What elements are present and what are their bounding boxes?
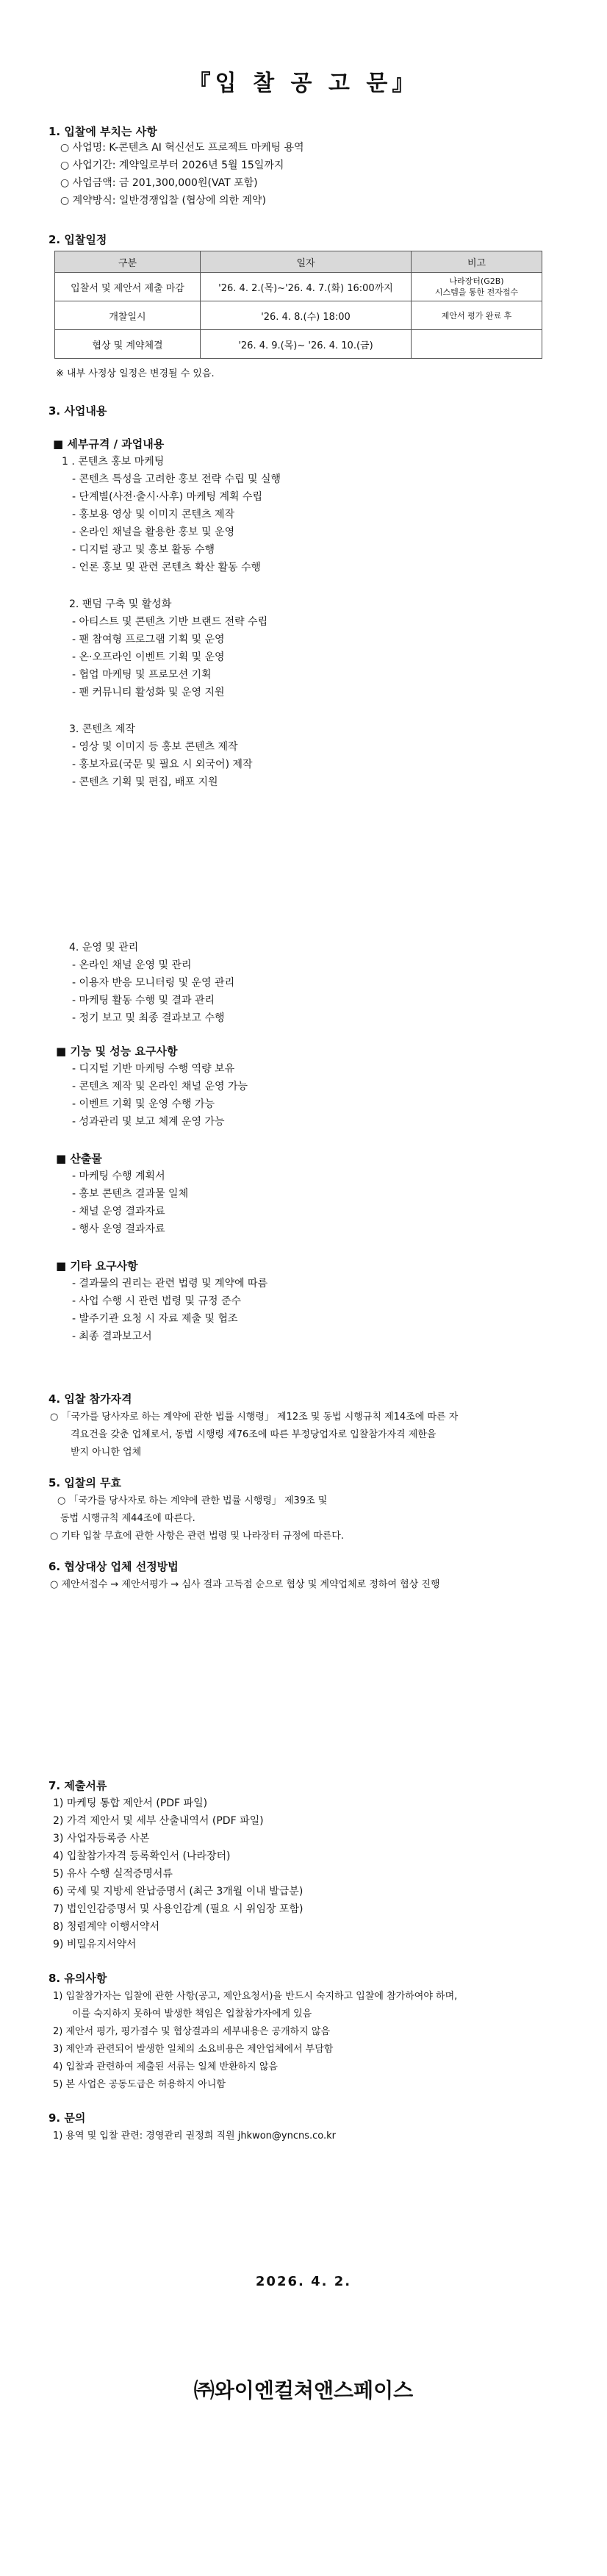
spec-heading: ■ 세부규격 / 과업내용 [53, 437, 165, 451]
section-7-heading: 7. 제출서류 [49, 1779, 107, 1792]
list-item: 6) 국세 및 지방세 완납증명서 (최근 3개월 이내 발급분) [53, 1886, 304, 1897]
invalid-line-1: ○ 「국가를 당사자로 하는 계약에 관한 법률 시행령」 제39조 및 [57, 1495, 328, 1506]
list-item: - 디지털 광고 및 홍보 활동 수행 [72, 544, 215, 556]
list-item: - 단계별(사전·출시·사후) 마케팅 계획 수립 [72, 491, 263, 503]
list-item: - 콘텐츠 제작 및 온라인 채널 운영 가능 [72, 1081, 248, 1092]
group-1-title: 1 . 콘텐츠 홍보 마케팅 [62, 456, 165, 468]
header-date: 일자 [201, 251, 412, 273]
selection-method: ○ 제안서접수 → 제안서평가 → 심사 결과 고득점 순으로 협상 및 계약업체로 정하여 협상 진행 [50, 1579, 440, 1590]
table-header-row [55, 251, 542, 273]
invalid-line-2: 동법 시행규칙 제44조에 따른다. [60, 1513, 195, 1524]
contract-method: ○ 계약방식: 일반경쟁입찰 (협상에 의한 계약) [60, 195, 267, 207]
list-item: - 정기 보고 및 최종 결과보고 수행 [72, 1012, 225, 1024]
list-item: - 채널 운영 결과자료 [72, 1206, 165, 1217]
list-item: - 온라인 채널 운영 및 관리 [72, 959, 192, 971]
list-item: 8) 청렴계약 이행서약서 [53, 1921, 159, 1933]
list-item: 4) 입찰과 관련하여 제출된 서류는 일체 반환하지 않음 [53, 2061, 278, 2072]
section-2-heading: 2. 입찰일정 [49, 233, 107, 246]
list-item: - 언론 홍보 및 관련 콘텐츠 확산 활동 수행 [72, 562, 262, 573]
list-item: - 발주기관 요청 시 자료 제출 및 협조 [72, 1313, 238, 1325]
row-1-remarks [412, 273, 542, 301]
row-1-date: '26. 4. 2.(목)~'26. 4. 7.(화) 16:00까지 [201, 273, 412, 301]
list-item: - 콘텐츠 특성을 고려한 홍보 전략 수립 및 실행 [72, 473, 281, 485]
row-3-date: '26. 4. 9.(목)~ '26. 4. 10.(금) [201, 330, 412, 359]
qualification-line-1: ○ 「국가를 당사자로 하는 계약에 관한 법률 시행령」 제12조 및 동법 시행규칙 제14조에 따른 자 [50, 1412, 459, 1423]
other-requirements-heading: ■ 기타 요구사항 [56, 1259, 138, 1273]
section-1-heading: 1. 입찰에 부치는 사항 [49, 125, 157, 138]
row-1-remarks-line-2: 시스템을 통한 전자접수 [434, 287, 519, 297]
list-item: - 온라인 채널을 활용한 홍보 및 운영 [72, 526, 235, 538]
company-name: ㈜와이엔컬쳐앤스페이스 [193, 2378, 414, 2403]
header-category: 구분 [55, 251, 201, 273]
list-item: 7) 법인인감증명서 및 사용인감계 (필요 시 위임장 포함) [53, 1903, 304, 1915]
project-amount: ○ 사업금액: 금 201,300,000원(VAT 포함) [60, 177, 258, 189]
section-5-heading: 5. 입찰의 무효 [49, 1476, 122, 1489]
list-item: - 홍보자료(국문 및 필요 시 외국어) 제작 [72, 759, 253, 770]
list-item: - 디지털 기반 마케팅 수행 역량 보유 [72, 1063, 235, 1075]
list-item: - 홍보용 영상 및 이미지 콘텐츠 제작 [72, 509, 235, 520]
list-item: 1) 입찰참가자는 입찰에 관한 사항(공고, 제안요청서)을 반드시 숙지하고 입찰에 참가하여야 하며, [53, 1991, 458, 2002]
list-item: - 성과관리 및 보고 체계 운영 가능 [72, 1116, 225, 1128]
section-9-heading: 9. 문의 [49, 2111, 86, 2125]
project-name: ○ 사업명: K-콘텐츠 AI 혁신선도 프로젝트 마케팅 용역 [60, 142, 304, 154]
row-2-remarks: 제안서 평가 완료 후 [412, 301, 542, 330]
list-item: - 마케팅 활동 수행 및 결과 관리 [72, 995, 215, 1006]
section-8-heading: 8. 유의사항 [49, 1972, 107, 1985]
list-item: - 이용자 반응 모니터링 및 운영 관리 [72, 977, 235, 989]
list-item: - 영상 및 이미지 등 홍보 콘텐츠 제작 [72, 741, 238, 753]
qualification-line-2: 격요건을 갖춘 업체로서, 동법 시행령 제76조에 따른 부정당업자로 입찰참가자격 제한을 [71, 1429, 437, 1440]
row-3-remarks [412, 330, 542, 359]
list-item: 2) 가격 제안서 및 세부 산출내역서 (PDF 파일) [53, 1815, 264, 1827]
list-item: 9) 비밀유지서약서 [53, 1939, 137, 1950]
table-row [55, 273, 542, 301]
list-item: - 아티스트 및 콘텐츠 기반 브랜드 전략 수립 [72, 616, 268, 628]
performance-heading: ■ 기능 및 성능 요구사항 [56, 1045, 178, 1058]
table-row [55, 301, 542, 330]
row-1-remarks-line-1: 나라장터(G2B) [449, 276, 504, 286]
row-1-category: 입찰서 및 제안서 제출 마감 [55, 273, 201, 301]
list-item: - 협업 마케팅 및 프로모션 기획 [72, 669, 212, 681]
list-item: - 팬 참여형 프로그램 기획 및 운영 [72, 634, 225, 645]
list-item: - 마케팅 수행 계획서 [72, 1170, 165, 1182]
list-item: 3) 사업자등록증 사본 [53, 1833, 150, 1845]
table-row [55, 330, 542, 359]
section-6-heading: 6. 협상대상 업체 선정방법 [49, 1560, 179, 1573]
header-remarks: 비고 [412, 251, 542, 273]
list-item: 5) 유사 수행 실적증명서류 [53, 1868, 173, 1880]
list-item: - 홍보 콘텐츠 결과물 일체 [72, 1188, 189, 1200]
row-3-category: 협상 및 계약체결 [55, 330, 201, 359]
list-item: - 콘텐츠 기획 및 편집, 배포 지원 [72, 776, 218, 788]
list-item: - 팬 커뮤니티 활성화 및 운영 지원 [72, 687, 225, 698]
list-item: - 결과물의 권리는 관련 법령 및 계약에 따름 [72, 1278, 268, 1289]
document-title: 『입 찰 공 고 문』 [188, 71, 419, 96]
list-item: - 사업 수행 시 관련 법령 및 규정 준수 [72, 1295, 241, 1307]
schedule-note: ※ 내부 사정상 일정은 변경될 수 있음. [56, 368, 215, 379]
deliverables-heading: ■ 산출물 [56, 1152, 102, 1165]
list-item: - 행사 운영 결과자료 [72, 1223, 165, 1235]
list-item: 4) 입찰참가자격 등록확인서 (나라장터) [53, 1850, 231, 1862]
list-item: 3) 제안과 관련되어 발생한 일체의 소요비용은 제안업체에서 부담함 [53, 2044, 334, 2055]
list-item: - 최종 결과보고서 [72, 1331, 152, 1342]
list-item: 2) 제안서 평가, 평가점수 및 협상결과의 세부내용은 공개하지 않음 [53, 2026, 331, 2037]
announcement-date: 2026. 4. 2. [255, 2274, 352, 2289]
list-item: - 온·오프라인 이벤트 기획 및 운영 [72, 651, 225, 663]
list-item: 이를 숙지하지 못하여 발생한 책임은 입찰참가자에게 있음 [72, 2008, 312, 2019]
list-item: - 이벤트 기획 및 운영 수행 가능 [72, 1098, 215, 1110]
row-2-date: '26. 4. 8.(수) 18:00 [201, 301, 412, 330]
group-4-title: 4. 운영 및 관리 [69, 942, 139, 954]
list-item: 1) 마케팅 통합 제안서 (PDF 파일) [53, 1797, 208, 1809]
group-2-title: 2. 팬덤 구축 및 활성화 [69, 598, 172, 610]
project-period: ○ 사업기간: 계약일로부터 2026년 5월 15일까지 [60, 160, 284, 171]
row-2-category: 개찰일시 [55, 301, 201, 330]
list-item: 5) 본 사업은 공동도급은 허용하지 아니함 [53, 2079, 226, 2090]
schedule-table [54, 251, 542, 359]
group-3-title: 3. 콘텐츠 제작 [69, 723, 135, 735]
invalid-line-3: ○ 기타 입찰 무효에 관한 사항은 관련 법령 및 나라장터 규정에 따른다. [50, 1531, 344, 1542]
contact-info: 1) 용역 및 입찰 관련: 경영관리 권정희 직원 jhkwon@yncns.co.kr [53, 2130, 337, 2142]
section-4-heading: 4. 입찰 참가자격 [49, 1392, 132, 1406]
qualification-line-3: 받지 아니한 업체 [71, 1447, 142, 1458]
section-3-heading: 3. 사업내용 [49, 404, 107, 418]
